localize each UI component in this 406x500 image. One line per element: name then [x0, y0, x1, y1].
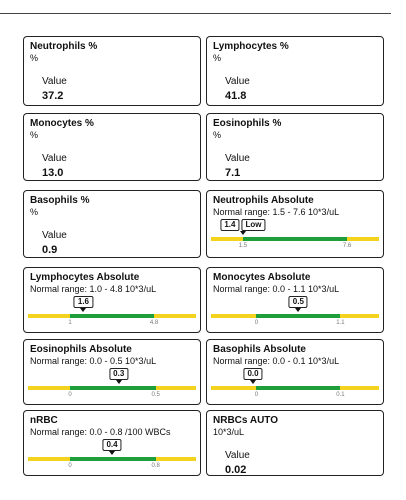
- result-value: 0.9: [42, 244, 58, 256]
- range-bar: [211, 237, 379, 241]
- marker-arrow-icon: [250, 380, 256, 384]
- top-divider: [0, 13, 391, 14]
- card-monocytes-pct[interactable]: [23, 113, 201, 181]
- range-bar: [28, 386, 196, 390]
- range-bar: [28, 457, 196, 461]
- value-label: Value: [225, 153, 250, 164]
- card-nrbc[interactable]: [23, 410, 201, 476]
- card-lymphocytes-abs[interactable]: [23, 267, 201, 333]
- result-marker: 0.3: [109, 368, 128, 380]
- normal-range-segment: [70, 314, 154, 318]
- card-title: Lymphocytes Absolute: [30, 272, 140, 283]
- card-monocytes-abs[interactable]: [206, 267, 384, 333]
- normal-range: Normal range: 1.5 - 7.6 10*3/uL: [213, 207, 340, 217]
- value-label: Value: [42, 153, 67, 164]
- card-title: nRBC: [30, 415, 58, 426]
- value-label: Value: [42, 76, 67, 87]
- marker-arrow-icon: [240, 231, 246, 235]
- range-low-tick: 0: [68, 392, 72, 398]
- range-low-tick: 0: [68, 463, 72, 469]
- range-high-tick: 1.1: [336, 320, 345, 326]
- value-label: Value: [225, 76, 250, 87]
- result-marker: [220, 219, 265, 231]
- range-low-tick: 0: [254, 320, 259, 326]
- card-title: Basophils Absolute: [213, 344, 306, 355]
- normal-range: Normal range: 0.0 - 0.1 10*3/uL: [213, 356, 340, 366]
- card-title: Eosinophils Absolute: [30, 344, 132, 355]
- card-eosinophils-pct[interactable]: [206, 113, 384, 181]
- card-unit: %: [30, 130, 39, 140]
- range-low-tick: 1.5: [238, 243, 248, 249]
- normal-range-segment: [70, 386, 156, 390]
- range-high-tick: 7.6: [342, 243, 352, 249]
- range-high-tick: 0.1: [336, 392, 345, 398]
- card-title: Monocytes %: [30, 118, 94, 129]
- card-neutrophils-pct[interactable]: [23, 36, 201, 106]
- result-marker: 0.5: [289, 296, 308, 308]
- card-title: NRBCs AUTO: [213, 415, 279, 426]
- range-bar: [211, 314, 379, 318]
- normal-range-segment: [256, 386, 340, 390]
- range-low-tick: 1: [68, 320, 72, 326]
- card-title: Neutrophils %: [30, 41, 98, 52]
- result-value: 37.2: [42, 90, 64, 102]
- normal-range-segment: [256, 314, 340, 318]
- value-label: Value: [225, 450, 250, 461]
- marker-arrow-icon: [116, 380, 122, 384]
- card-unit: 10*3/uL: [213, 427, 245, 437]
- card-title: Lymphocytes %: [213, 41, 289, 52]
- card-unit: %: [30, 207, 39, 217]
- result-value: 0.02: [225, 464, 247, 476]
- range-bar: [28, 314, 196, 318]
- card-basophils-abs[interactable]: [206, 339, 384, 405]
- card-title: Neutrophils Absolute: [213, 195, 314, 206]
- normal-range: Normal range: 0.0 - 1.1 10*3/uL: [213, 284, 340, 294]
- normal-range-segment: [243, 237, 347, 241]
- range-high-tick: 0.8: [151, 463, 160, 469]
- marker-arrow-icon: [295, 308, 301, 312]
- range-high-tick: 0.5: [151, 392, 160, 398]
- card-lymphocytes-pct[interactable]: [206, 36, 384, 106]
- range-bar: [211, 386, 379, 390]
- card-unit: %: [213, 130, 222, 140]
- low-flag: Low: [241, 219, 265, 231]
- normal-range: Normal range: 0.0 - 0.5 10*3/uL: [30, 356, 157, 366]
- normal-range: Normal range: 1.0 - 4.8 10*3/uL: [30, 284, 157, 294]
- card-title: Basophils %: [30, 195, 90, 206]
- value-label: Value: [42, 230, 67, 241]
- result-marker: 0.0: [243, 368, 262, 380]
- normal-range: Normal range: 0.0 - 0.8 /100 WBCs: [30, 427, 171, 437]
- result-value: 41.8: [225, 90, 247, 102]
- range-low-tick: 0: [254, 392, 259, 398]
- result-marker: 0.4: [102, 439, 121, 451]
- card-nrbcs-auto[interactable]: [206, 410, 384, 476]
- card-unit: %: [30, 53, 39, 63]
- card-neutrophils-abs[interactable]: [206, 190, 384, 258]
- card-eosinophils-abs[interactable]: [23, 339, 201, 405]
- result-value: 13.0: [42, 167, 64, 179]
- normal-range-segment: [70, 457, 156, 461]
- range-high-tick: 4.8: [149, 320, 159, 326]
- card-basophils-pct[interactable]: [23, 190, 201, 258]
- card-title: Eosinophils %: [213, 118, 282, 129]
- card-title: Monocytes Absolute: [213, 272, 311, 283]
- card-unit: %: [213, 53, 222, 63]
- result-value: 7.1: [225, 167, 241, 179]
- result-marker: 1.6: [74, 296, 93, 308]
- marker-arrow-icon: [80, 308, 86, 312]
- marker-value: 1.4: [220, 219, 239, 231]
- marker-arrow-icon: [109, 451, 115, 455]
